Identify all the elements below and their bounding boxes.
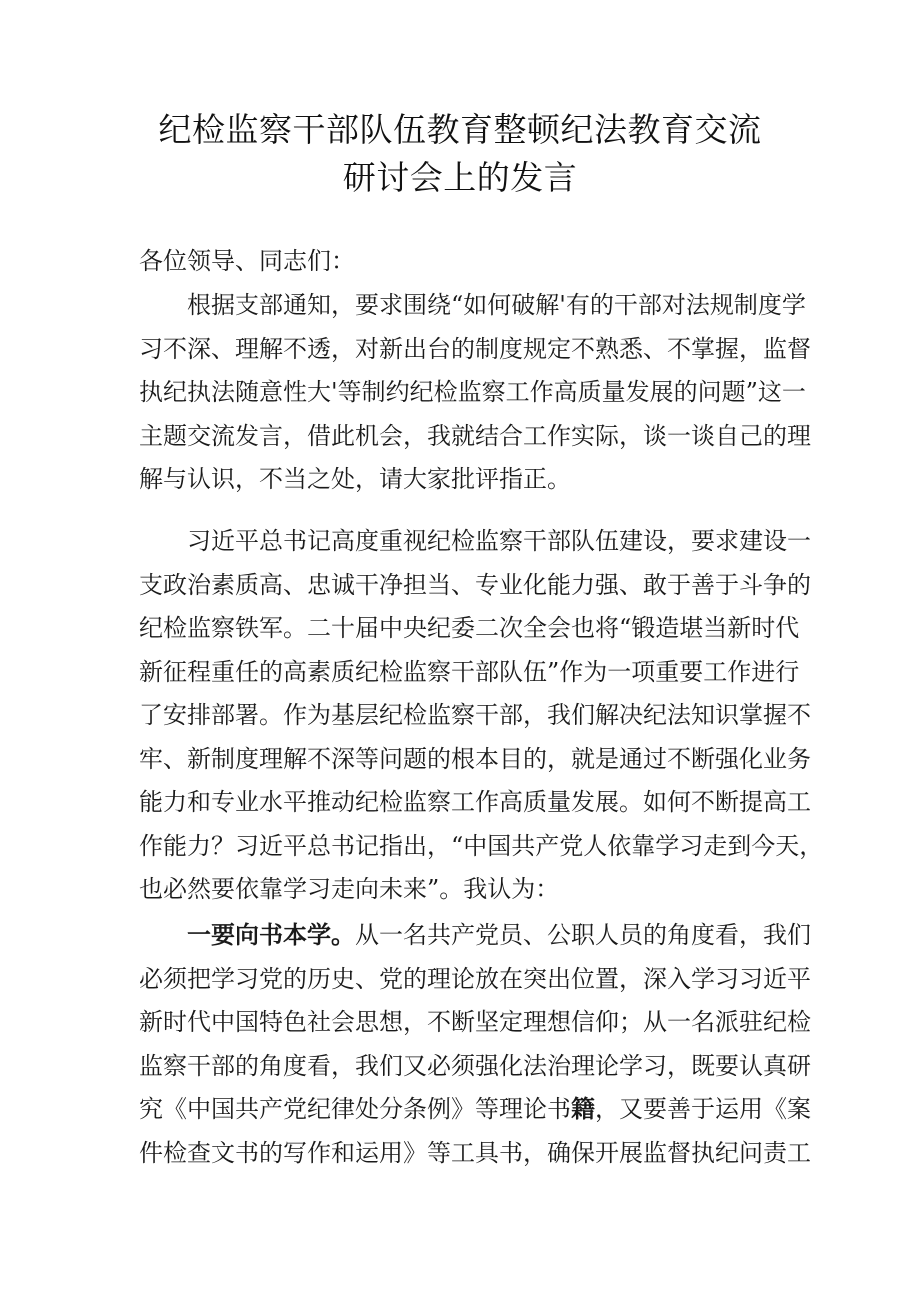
paragraph-1-line-3: 执 纪 执 法 随 意 性 大 ' 等 制 约 纪 检 监 察 工 作 高 质 量 发 展 的 问 题 ” 这 一 — [139, 378, 806, 406]
paragraph-3-line-2: 必 须 把 学 习 党 的 历 史 、 党 的 理 论 放 在 突 出 位 置 ， 深 入 学 习 习 近 平 — [139, 964, 811, 993]
paragraph-2-line-5: 了 安 排 部 署 。 作 为 基 层 纪 检 监 察 干 部 ， 我 们 解 决 纪 法 知 识 掌 握 不 — [139, 701, 811, 729]
paragraph-2-line-7: 能 力 和 专 业 水 平 推 动 纪 检 监 察 工 作 高 质 量 发 展 。 如 何 不 断 提 高 工 — [139, 788, 811, 816]
paragraph-2-line-4: 新 征 程 重 任 的 高 素 质 纪 检 监 察 干 部 队 伍 ” 作 为 一 项 重 要 工 作 进 行 — [139, 657, 800, 686]
paragraph-2-line-1: 习 近 平 总 书 记 高 度 重 视 纪 检 监 察 干 部 队 伍 建 设 ， 要 求 建 设 一 — [187, 527, 811, 555]
paragraph-1-line-5: 解与认识，不当之处，请大家批评指正。 — [139, 465, 571, 493]
paragraph-2-line-8: 作 能 力 ？ 习 近 平 总 书 记 指 出 ， “ 中 国 共 产 党 人 依 靠 学 习 走 到 今 天 ， — [139, 831, 824, 860]
paragraph-2-line-2: 支 政 治 素 质 高 、 忠 诚 干 净 担 当 、 专 业 化 能 力 强 、 敢 于 善 于 斗 争 的 — [139, 570, 811, 599]
paragraph-1-line-4: 主 题 交 流 发 言 ， 借 此 机 会 ， 我 就 结 合 工 作 实 际 ， 谈 一 谈 自 己 的 理 — [139, 421, 811, 450]
document-title-line-1: 纪检监察干部队伍教育整顿纪法教育交流 — [158, 110, 762, 149]
document-title-line-2: 研讨会上的发言 — [342, 158, 578, 197]
salutation: 各位领导、同志们： — [139, 247, 355, 275]
paragraph-3-line-5: 究 《 中 国 共 产 党 纪 律 处 分 条 例 》 等 理 论 书 籍 ， 又 要 善 于 运 用 《 案 — [139, 1095, 811, 1123]
paragraph-2-line-9: 也必然要依靠学习走向未来”。我认为： — [139, 875, 560, 903]
paragraph-3-heading-char: 。 — [331, 921, 355, 949]
paragraph-3-heading-char: 本 — [283, 921, 307, 949]
paragraph-3-line-6: 件 检 查 文 书 的 写 作 和 运 用 》 等 工 具 书 ， 确 保 开 展 监 督 执 纪 问 责 工 — [139, 1138, 811, 1167]
paragraph-3-heading-char: 学 — [307, 921, 331, 949]
paragraph-1-line-1: 根 据 支 部 通 知 ， 要 求 围 绕 “ 如 何 破 解 ' 有 的 干 部 对 法 规 制 度 学 — [187, 291, 806, 319]
paragraph-3-line-1: 一 要 向 书 本 学 。 从 一 名 共 产 党 员 、 公 职 人 员 的 角 度 看 ， 我 们 — [139, 917, 791, 953]
paragraph-3-heading-char: 要 — [211, 921, 235, 949]
paragraph-2-line-6: 牢 、 新 制 度 理 解 不 深 等 问 题 的 根 本 目 的 ， 就 是 通 过 不 断 强 化 业 务 — [139, 744, 811, 773]
paragraph-3-heading-char: 向 — [235, 921, 259, 949]
paragraph-3-line-3: 新 时 代 中 国 特 色 社 会 思 想 ， 不 断 坚 定 理 想 信 仰 ； 从 一 名 派 驻 纪 检 — [139, 1008, 811, 1036]
paragraph-3-heading-char: 书 — [259, 921, 283, 949]
paragraph-3-heading-char: 一 — [187, 921, 211, 949]
paragraph-3-line-4: 监 察 干 部 的 角 度 看 ， 我 们 又 必 须 强 化 法 治 理 论 学 习 ， 既 要 认 真 研 — [139, 1051, 811, 1080]
paragraph-1-line-2: 习 不 深 、 理 解 不 透 ， 对 新 出 台 的 制 度 规 定 不 熟 悉 、 不 掌 握 ， 监 督 — [139, 334, 811, 363]
paragraph-2-line-3: 纪 检 监 察 铁 军 。 二 十 届 中 央 纪 委 二 次 全 会 也 将 “ 锻 造 堪 当 新 时 代 — [139, 614, 800, 642]
